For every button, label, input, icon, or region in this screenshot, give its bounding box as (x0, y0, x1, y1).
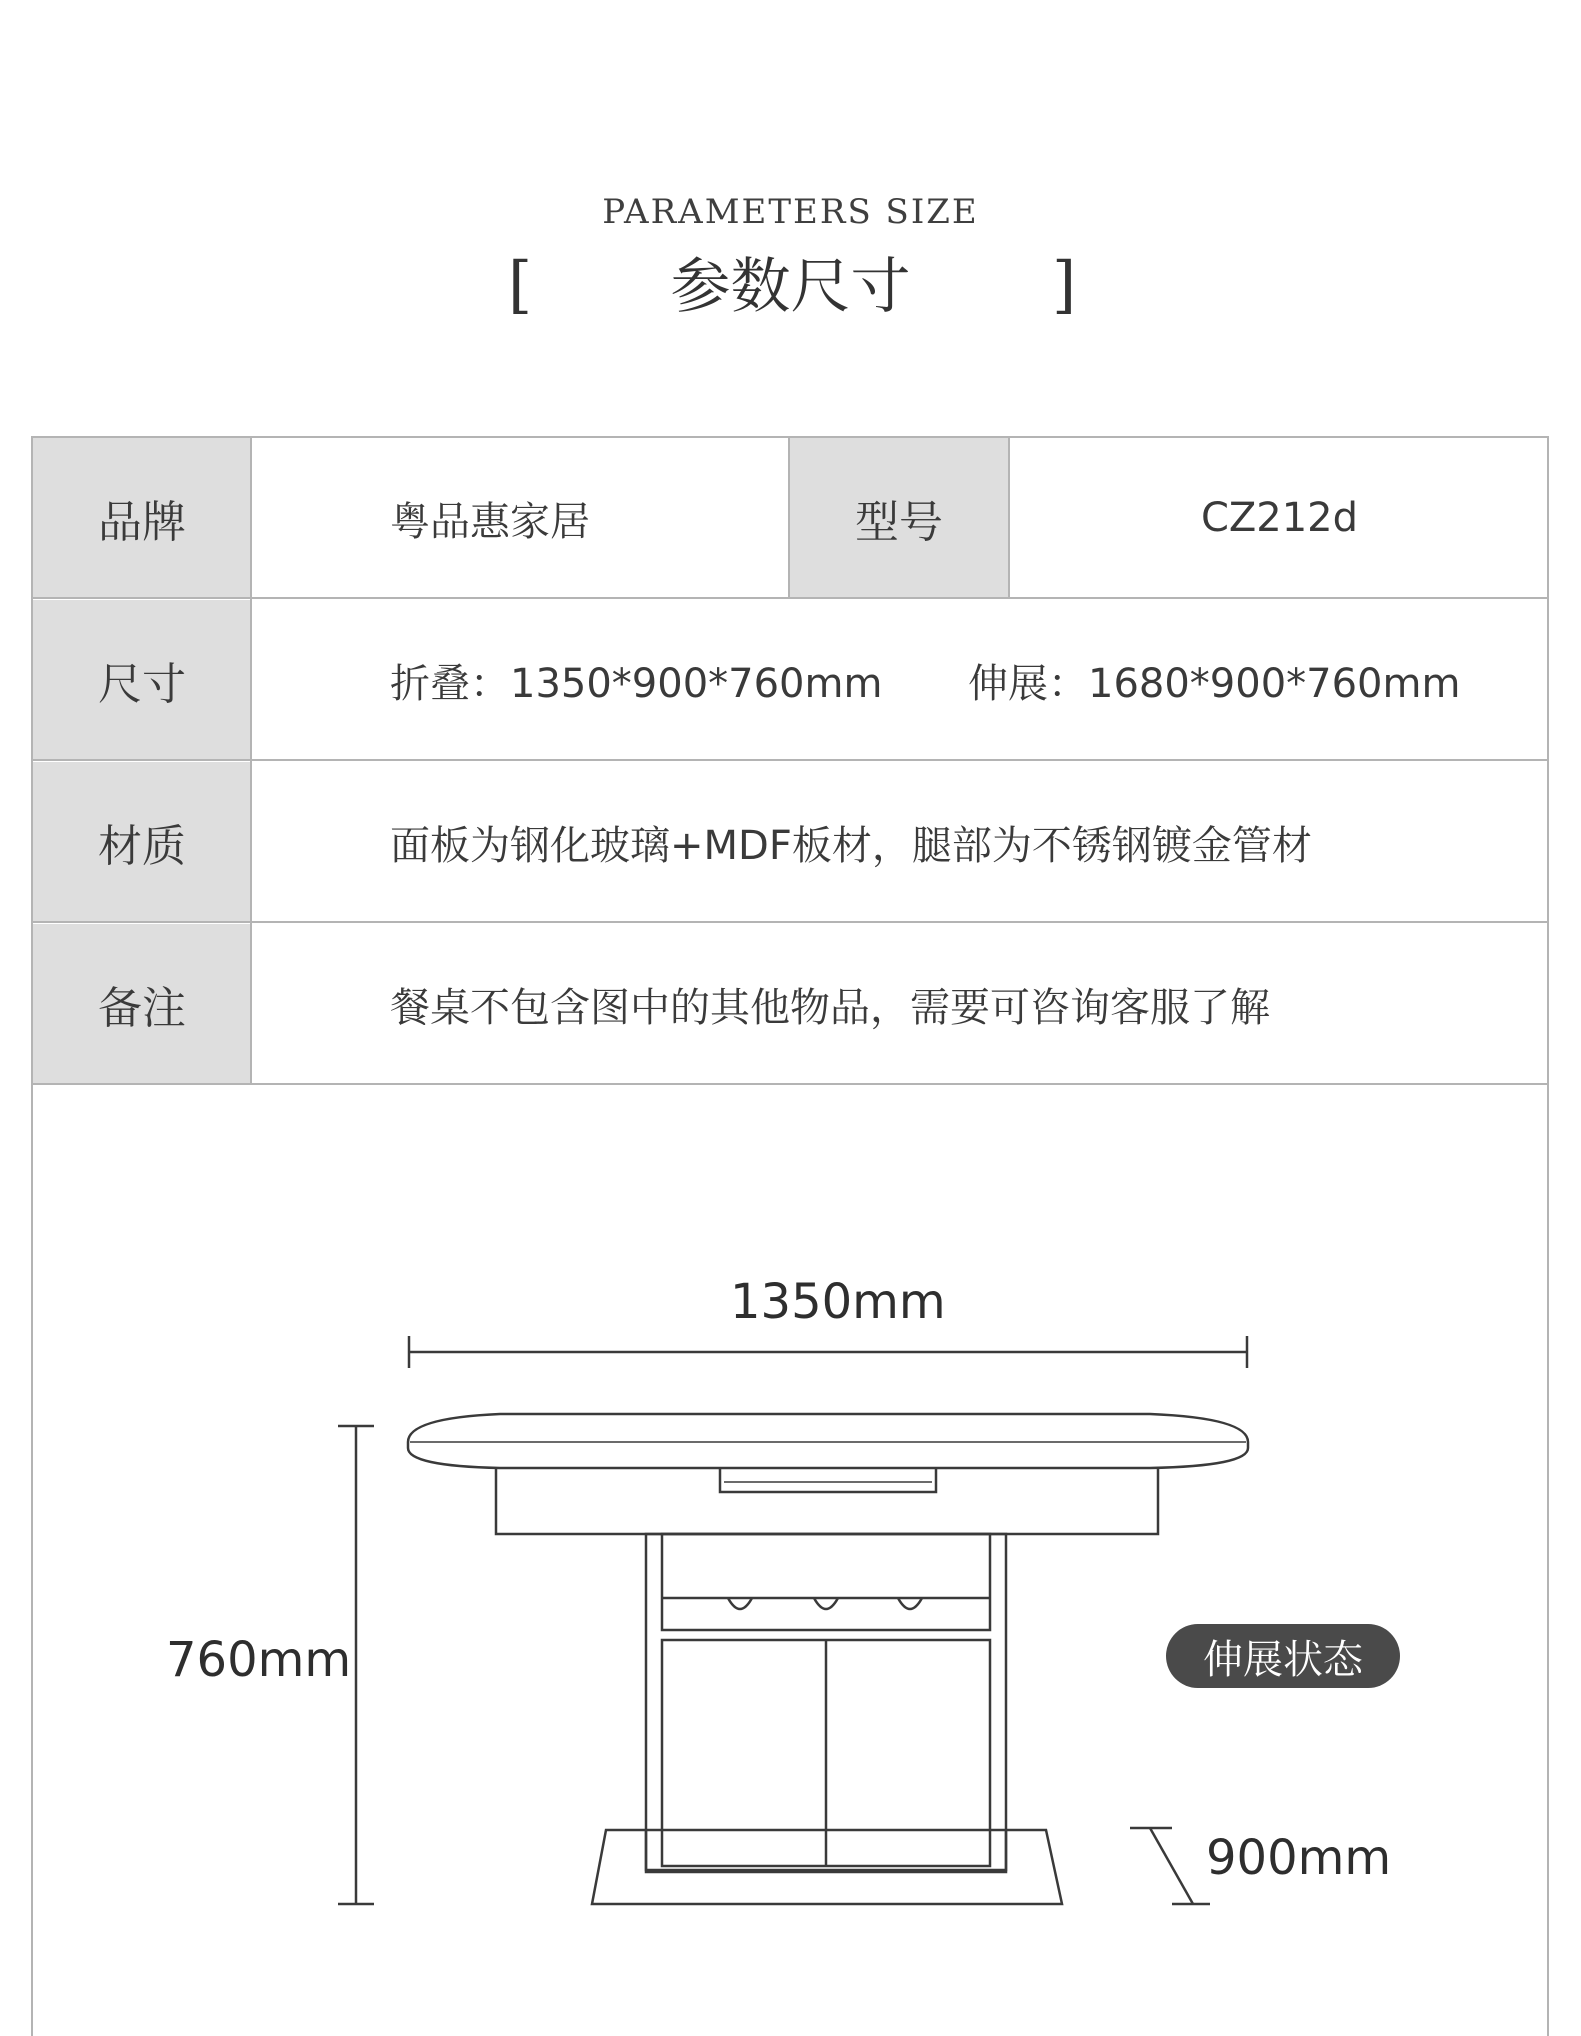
note-value: 餐桌不包含图中的其他物品，需要可咨询客服了解 (390, 984, 1270, 1031)
depth-dimension-line (1150, 1828, 1193, 1904)
extended-state-badge: 伸展状态 (1166, 1624, 1400, 1688)
material-value: 面板为钢化玻璃+MDF板材，腿部为不锈钢镀金管材 (390, 822, 1312, 869)
model-value: CZ212d (1200, 495, 1359, 541)
glass-slot (898, 1598, 922, 1609)
handle-shape (720, 1468, 936, 1492)
depth-dimension-label: 900mm (1206, 1830, 1392, 1886)
height-dimension-label: 760mm (166, 1632, 352, 1688)
note-label: 备注 (33, 924, 251, 1084)
size-folded-value: 折叠：1350*900*760mm (390, 660, 883, 707)
left-bracket: [ (508, 248, 533, 321)
glass-slot (814, 1598, 838, 1609)
brand-value: 粤品惠家居 (390, 498, 590, 545)
section-title: 参数尺寸 (670, 252, 911, 322)
size-label: 尺寸 (33, 600, 251, 760)
size-extended-value: 伸展：1680*900*760mm (968, 660, 1461, 707)
glass-slot (728, 1598, 752, 1609)
apron-shape (496, 1468, 1158, 1534)
right-bracket: ] (1052, 248, 1077, 321)
brand-label: 品牌 (33, 438, 251, 598)
wine-rack-shape (662, 1534, 990, 1630)
model-label: 型号 (790, 438, 1008, 598)
width-dimension-label: 1350mm (730, 1274, 946, 1330)
tabletop-shape (408, 1414, 1248, 1468)
english-section-title: PARAMETERS SIZE (602, 192, 979, 224)
material-label: 材质 (33, 762, 251, 922)
